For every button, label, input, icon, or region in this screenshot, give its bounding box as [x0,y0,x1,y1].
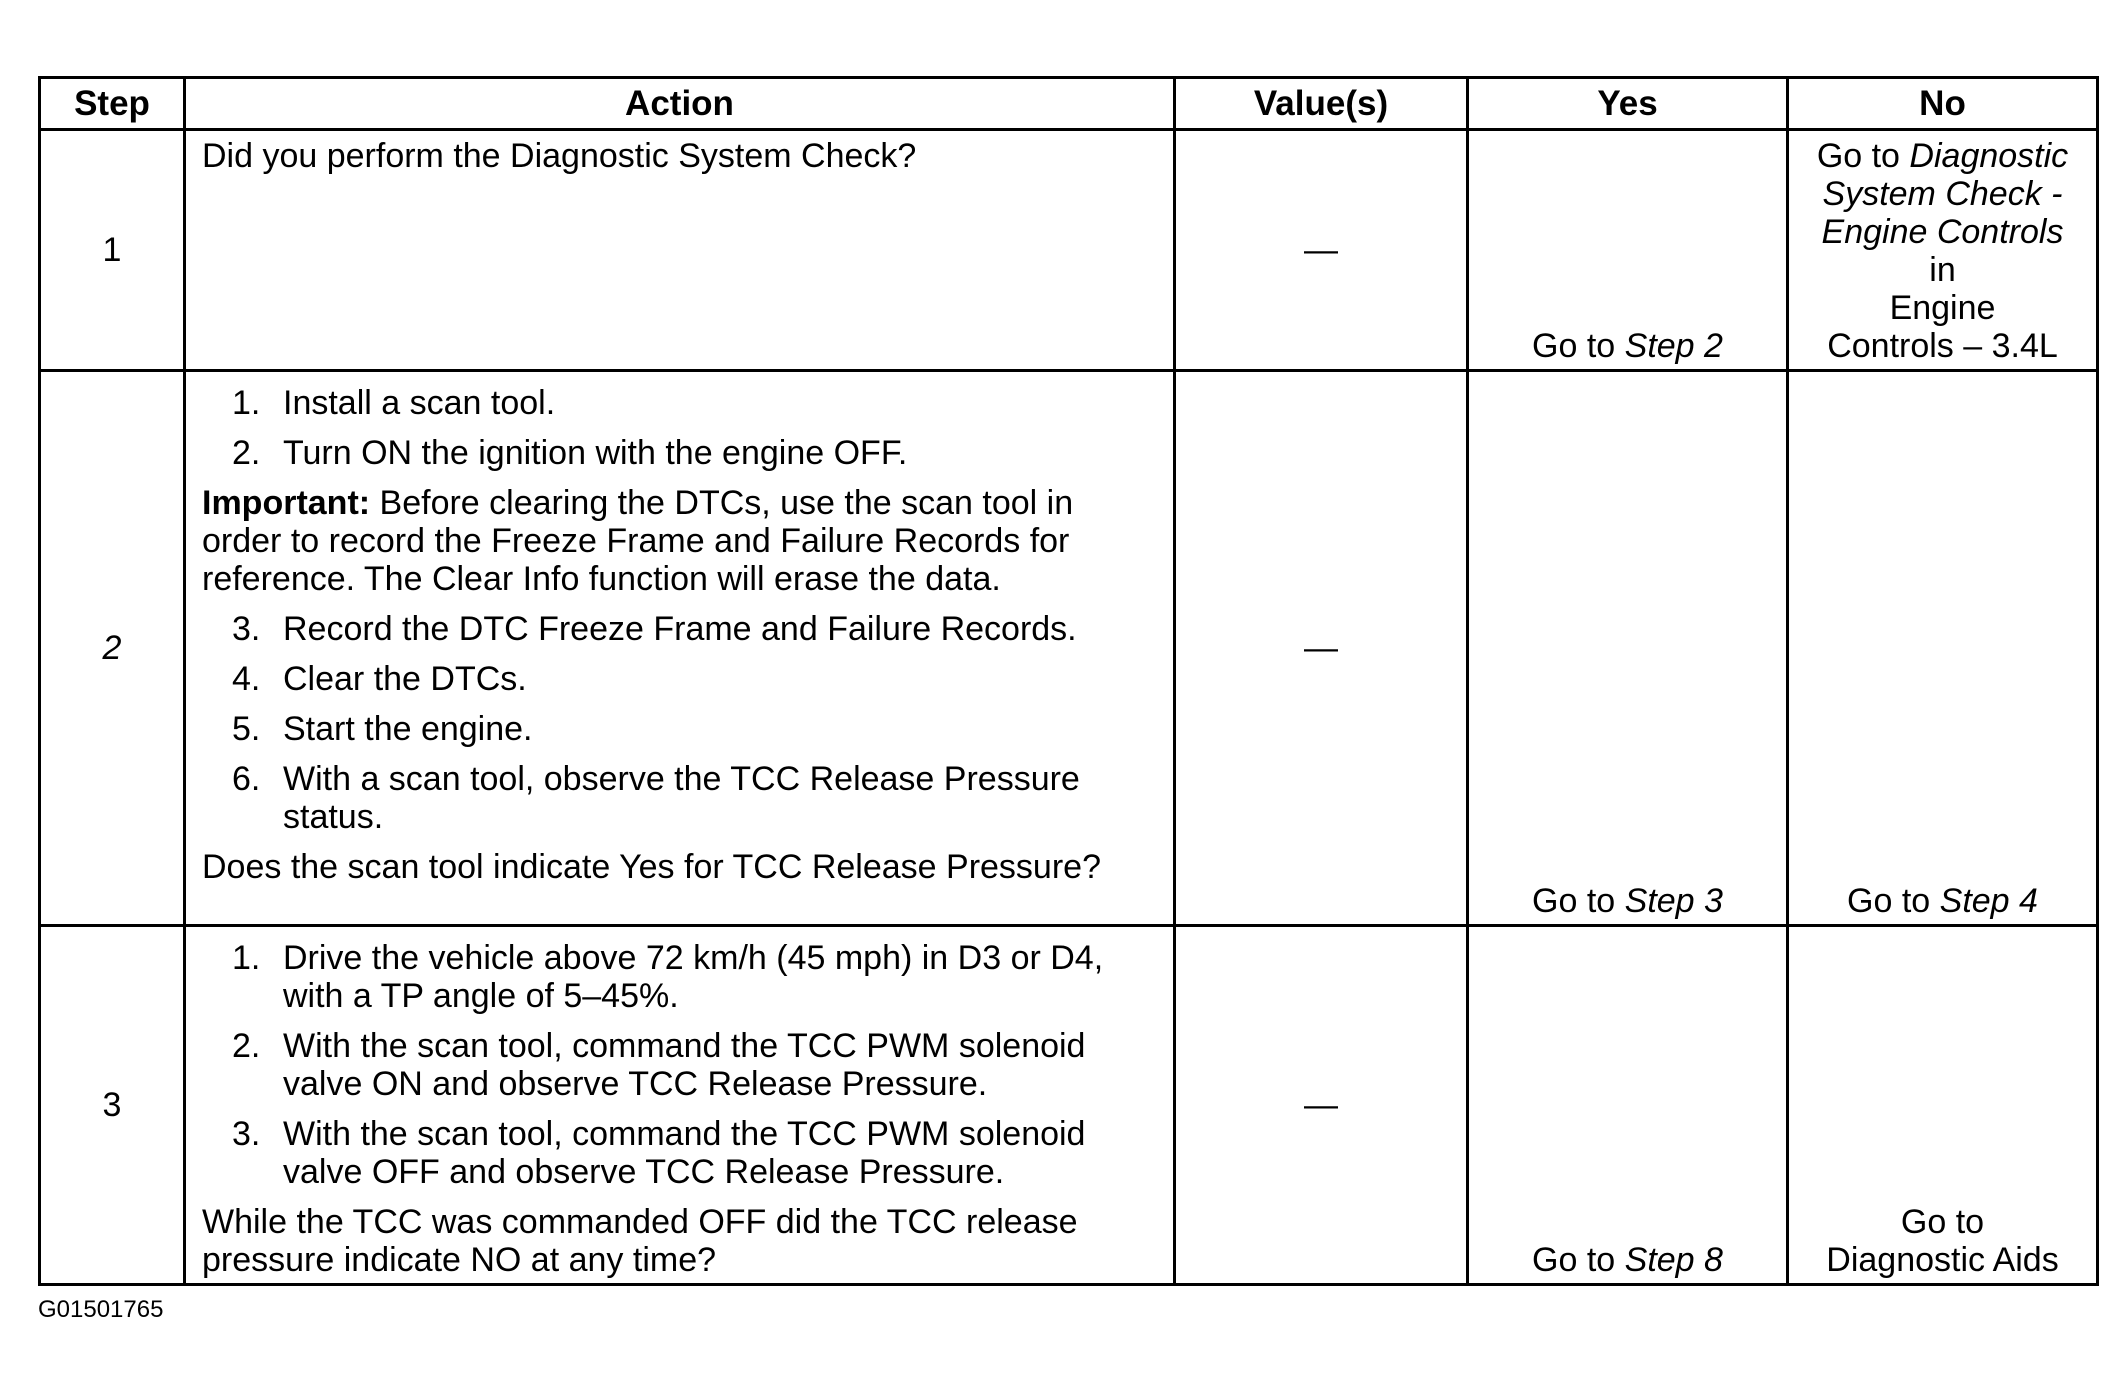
item-text: With the scan tool, command the TCC PWM solenoid valve ON and observe TCC Release Pressure. [283,1027,1086,1103]
item-text: With a scan tool, observe the TCC Release Pressure status. [283,760,1080,836]
table-row [40,371,2098,926]
item-text: Drive the vehicle above 72 km/h (45 mph) in D3 or D4, with a TP angle of 5–45%. [283,939,1104,1015]
step-number: 3 [40,926,185,1285]
no-text-line: Controls – 3.4L [1827,327,2058,365]
action-cell [185,371,1175,926]
list-item [202,660,1153,698]
important-note [202,484,1153,598]
table-row [40,130,2098,371]
no-text-line: in [1929,251,1956,289]
header-step: Step [40,78,185,130]
value-cell: — [1175,926,1468,1285]
list-item [202,610,1153,648]
action-list [202,384,1153,472]
item-number: 2. [232,434,261,472]
yes-cell [1468,371,1788,926]
yes-step-link[interactable]: Step 8 [1624,1241,1723,1279]
no-text-line: Engine [1889,289,1996,327]
list-item [202,1115,1153,1191]
yes-step-link[interactable]: Step 3 [1624,882,1723,920]
no-prefix: Go to [1847,882,1940,920]
action-cell [185,130,1175,371]
item-number: 1. [232,384,261,422]
step-number: 2 [40,371,185,926]
header-no: No [1788,78,2098,130]
header-action: Action [185,78,1175,130]
action-question: While the TCC was commanded OFF did the TCC release pressure indicate NO at any time? [202,1203,1078,1279]
item-number: 5. [232,710,261,748]
list-item [202,384,1153,422]
no-ref-link[interactable]: Diagnostic [1909,137,2069,175]
item-number: 6. [232,760,261,798]
list-item [202,760,1153,836]
list-item [202,434,1153,472]
header-yes: Yes [1468,78,1788,130]
no-step-link[interactable]: Step 4 [1939,882,2038,920]
item-number: 2. [232,1027,261,1065]
action-list [202,610,1153,836]
important-text: Before clearing the DTCs, use the scan tool in order to record the Freeze Frame and Failure Records for reference. The Clear Info function will erase the data. [202,484,1074,598]
no-cell [1788,926,2098,1285]
diagnostic-table-container [38,76,2096,1286]
table-row [40,926,2098,1285]
yes-prefix: Go to [1532,327,1625,365]
diagnostic-table [38,76,2099,1286]
header-values: Value(s) [1175,78,1468,130]
step-number: 1 [40,130,185,371]
no-cell [1788,371,2098,926]
item-text: Install a scan tool. [283,384,556,422]
item-text: Start the engine. [283,710,533,748]
yes-prefix: Go to [1532,882,1625,920]
list-item [202,710,1153,748]
no-cell [1788,130,2098,371]
value-cell: — [1175,130,1468,371]
action-cell [185,926,1175,1285]
diagnostic-aids-link[interactable]: Diagnostic Aids [1826,1241,2059,1279]
no-ref-line: Engine Controls [1821,213,2064,251]
yes-cell [1468,926,1788,1285]
important-label: Important: [202,484,371,522]
action-list [202,939,1153,1191]
list-item [202,939,1153,1015]
value-cell: — [1175,371,1468,926]
item-text: Record the DTC Freeze Frame and Failure Records. [283,610,1077,648]
yes-cell [1468,130,1788,371]
item-text: With the scan tool, command the TCC PWM solenoid valve OFF and observe TCC Release Pressure. [283,1115,1086,1191]
list-item [202,1027,1153,1103]
item-text: Turn ON the ignition with the engine OFF. [283,434,908,472]
figure-id: G01501765 [38,1296,164,1323]
item-number: 3. [232,610,261,648]
action-question: Did you perform the Diagnostic System Check? [202,137,917,175]
no-text-line: Go to [1900,1203,1985,1241]
item-text: Clear the DTCs. [283,660,527,698]
action-question: Does the scan tool indicate Yes for TCC Release Pressure? [202,848,1101,886]
item-number: 3. [232,1115,261,1153]
header-row [40,78,2098,130]
yes-step-link[interactable]: Step 2 [1624,327,1723,365]
item-number: 4. [232,660,261,698]
yes-prefix: Go to [1532,1241,1625,1279]
item-number: 1. [232,939,261,977]
no-prefix: Go to [1816,137,1910,175]
no-ref-line: System Check - [1822,175,2063,213]
